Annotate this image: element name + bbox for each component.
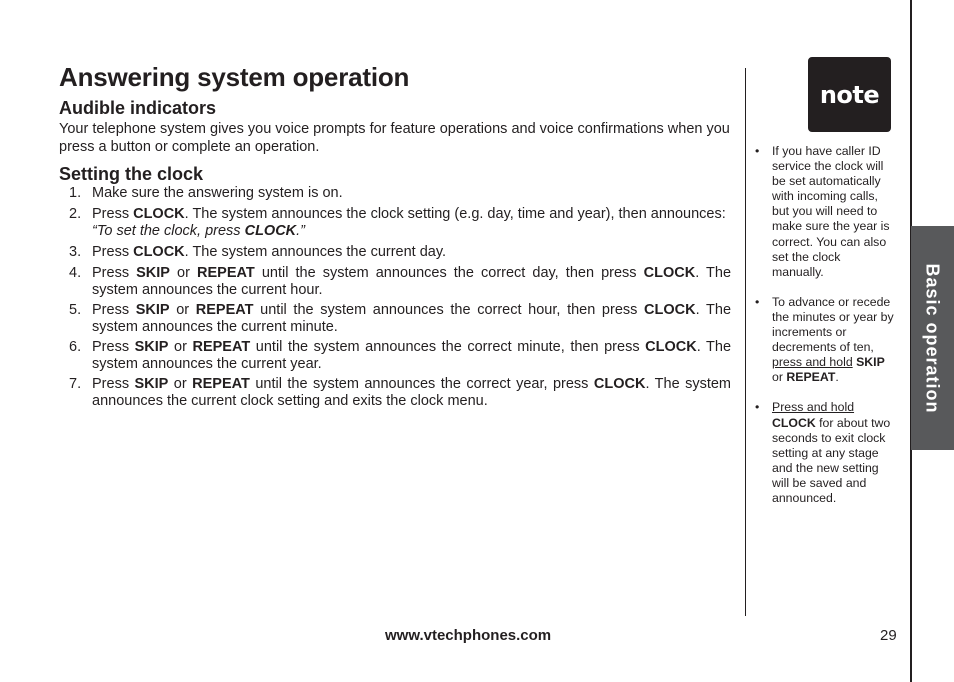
text-run: . The system announces the current day. (184, 244, 447, 260)
note-badge-label: note (819, 80, 880, 109)
text-run: Press (92, 302, 136, 318)
text-run: until the system announces the correct minute, then press (250, 339, 646, 355)
text-run: Press (92, 339, 135, 355)
audible-indicators-text: Your telephone system gives you voice prompts for feature operations and voice confirmations when you press a button or complete an operation. (59, 121, 730, 155)
text-run: . The system announces the current year. (92, 339, 732, 372)
button-name: CLOCK (643, 265, 696, 281)
step-number: 7. (69, 376, 82, 392)
step-item (59, 376, 731, 410)
bullet-icon: • (755, 294, 760, 309)
button-name: REPEAT (192, 376, 250, 392)
step-item (59, 265, 731, 299)
text-run: “To set the clock, press (92, 223, 245, 239)
button-name: SKIP (134, 339, 169, 355)
text-run: . The system announces the current hour. (92, 265, 732, 298)
button-name: SKIP (856, 355, 885, 370)
note-item (754, 295, 894, 386)
text-run: . (835, 370, 839, 385)
text-run: .” (296, 223, 306, 239)
button-name: REPEAT (192, 339, 251, 355)
text-run: or (168, 376, 193, 392)
section-tab-label: Basic operation (923, 262, 944, 414)
text-run: or (169, 265, 198, 281)
text-run: until the system announces the correct year, press (249, 376, 594, 392)
text-run: or (772, 370, 787, 385)
text-run: or (169, 302, 196, 318)
footer-url: www.vtechphones.com (385, 627, 552, 644)
button-name: CLOCK (133, 206, 185, 222)
page-title: Answering system operation (59, 62, 410, 92)
note-list (754, 144, 894, 521)
step-item (59, 185, 731, 202)
step-item (59, 206, 731, 240)
text-run: press and hold (772, 355, 853, 370)
text-run: or (168, 339, 193, 355)
note-item (754, 400, 894, 506)
note-item (754, 144, 894, 280)
button-name: CLOCK (645, 339, 697, 355)
text-run: . The system announces the current minute. (92, 302, 732, 335)
step-number: 3. (69, 244, 82, 260)
note-badge (808, 57, 891, 132)
text-run: Press and hold (772, 400, 855, 415)
text-run: . The system announces the clock setting (e.g. day, time and year), then announces: (184, 206, 726, 222)
setting-clock-heading: Setting the clock (59, 164, 204, 184)
text-run: until the system announces the correct day, then press (254, 265, 644, 281)
setting-clock-steps (59, 185, 731, 410)
audible-indicators-heading: Audible indicators (59, 98, 217, 118)
button-name: REPEAT (786, 370, 836, 385)
button-name: CLOCK (133, 244, 185, 260)
section-tab (911, 226, 954, 450)
text-run: Press (92, 244, 134, 260)
bullet-icon: • (755, 400, 760, 415)
button-name: SKIP (136, 265, 170, 281)
step-number: 1. (69, 185, 82, 201)
text-run: Press (92, 265, 137, 281)
step-number: 5. (69, 302, 82, 318)
text-run: until the system announces the correct hour, then press (253, 302, 645, 318)
text-run: Press (92, 376, 135, 392)
step-number: 4. (69, 265, 82, 281)
button-name: CLOCK (644, 302, 696, 318)
button-name: REPEAT (195, 302, 254, 318)
step-item (59, 244, 731, 261)
page-number: 29 (880, 627, 897, 644)
column-divider (745, 68, 746, 616)
text-run: . The system announces the current clock setting and exits the clock menu. (92, 376, 732, 409)
step-item (59, 339, 731, 373)
text-run: Make sure the answering system is on. (92, 185, 343, 201)
button-name: CLOCK (772, 415, 816, 430)
step-number: 2. (69, 206, 82, 222)
step-number: 6. (69, 339, 82, 355)
text-run: If you have caller ID service the clock will be set automatically with incoming calls, but you will need to make sure the year is correct. You can also set the clock manually. (772, 144, 890, 279)
button-name: CLOCK (244, 223, 297, 239)
button-name: SKIP (134, 376, 169, 392)
step-item (59, 302, 731, 336)
button-name: CLOCK (593, 376, 646, 392)
button-name: SKIP (135, 302, 170, 318)
text-run: Press (92, 206, 134, 222)
text-run: for about two seconds to exit clock setting at any stage and the new setting will be saved and announced. (772, 415, 891, 505)
text-run: To advance or recede the minutes or year by increments or decrements of ten, (772, 294, 894, 355)
button-name: REPEAT (197, 265, 255, 281)
bullet-icon: • (755, 144, 760, 158)
